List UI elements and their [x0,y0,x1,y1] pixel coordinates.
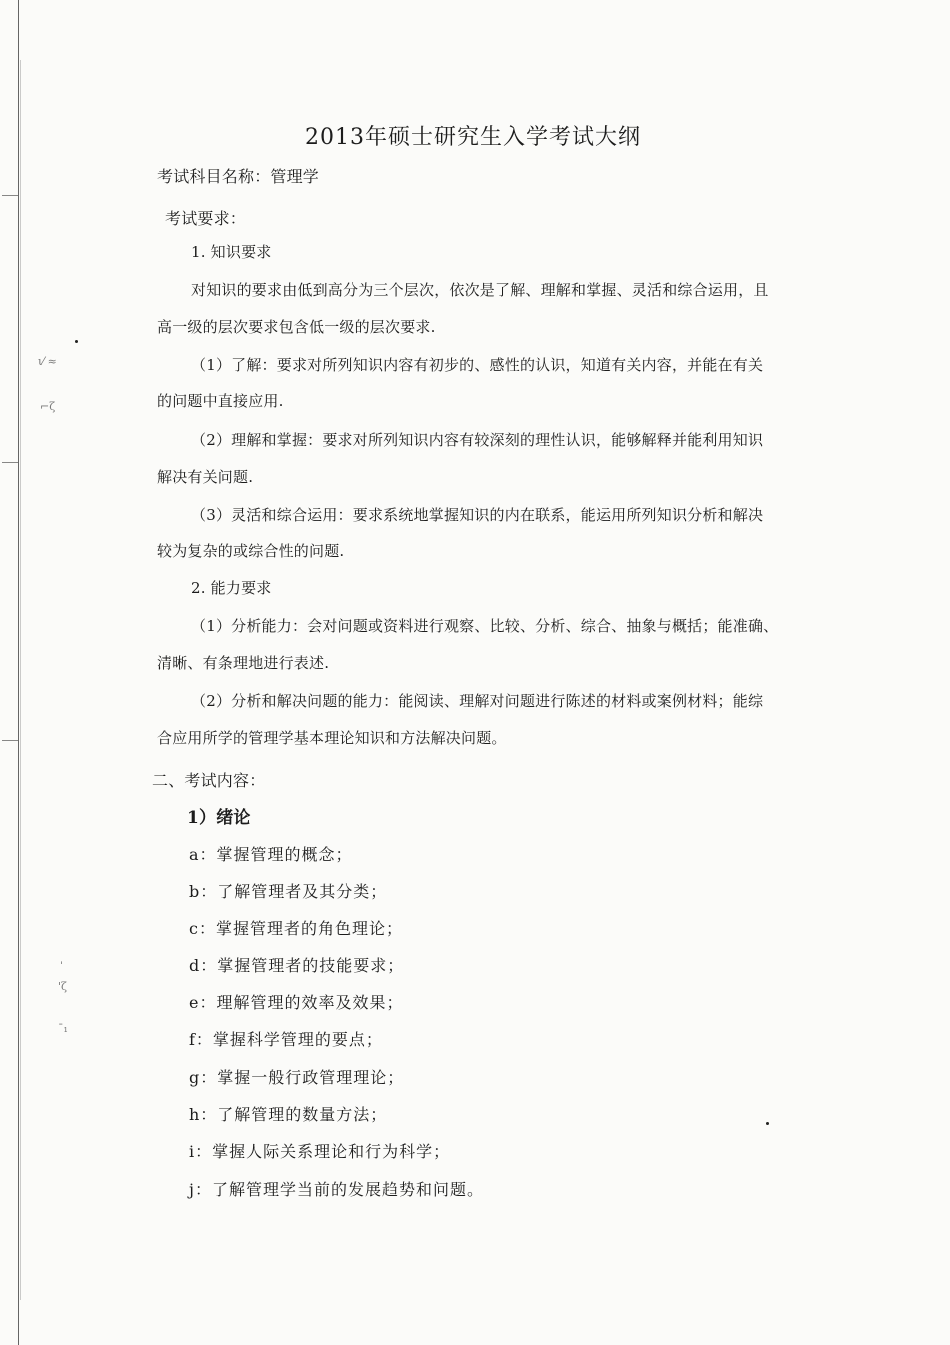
list-item: d：掌握管理者的技能要求； [189,956,405,975]
ability-heading: 2. 能力要求 [191,579,272,597]
scan-tick [2,462,18,463]
list-item: c：掌握管理者的角色理论； [189,919,403,938]
paragraph-line: （1）了解：要求对所列知识内容有初步的、感性的认识，知道有关内容，并能在有关 [191,356,764,374]
subject-line: 考试科目名称：管理学 [157,167,320,186]
list-item: e：理解管理的效率及效果； [189,993,404,1012]
paragraph-line: （2）分析和解决问题的能力：能阅读、理解对问题进行陈述的材料或案例材料；能综 [191,692,764,710]
margin-scribble: ι⁄ ≈ [38,355,57,368]
list-item: f：掌握科学管理的要点； [189,1030,383,1049]
scan-tick [2,740,18,741]
list-item: i：掌握人际关系理论和行为科学； [189,1142,451,1161]
list-item: b：了解管理者及其分类； [189,882,388,901]
section-heading: 1）绪论 [187,808,251,828]
margin-scribble: ˉ₁ [58,1022,68,1035]
paragraph-line: 对知识的要求由低到高分为三个层次，依次是了解、理解和掌握、灵活和综合运用，且 [191,281,769,299]
scan-edge-line [18,0,19,1345]
content-heading: 二、考试内容： [152,771,266,790]
paragraph-line: 清晰、有条理地进行表述. [157,654,330,672]
margin-scribble: ˈ [60,960,64,973]
scan-tick [2,195,18,196]
margin-scribble: ⌐ζ [40,400,56,413]
paragraph-line: （2）理解和掌握：要求对所列知识内容有较深刻的理性认识，能够解释并能利用知识 [191,431,764,449]
list-item: a：掌握管理的概念； [189,845,353,864]
list-item: h：了解管理的数量方法； [189,1105,388,1124]
paragraph-line: （3）灵活和综合运用：要求系统地掌握知识的内在联系，能运用所列知识分析和解决 [191,506,764,524]
paragraph-line: 解决有关问题. [157,468,254,486]
list-item: j：了解管理学当前的发展趋势和问题。 [189,1180,484,1199]
scan-dot [766,1122,769,1125]
paragraph-line: 合应用所学的管理学基本理论知识和方法解决问题。 [157,729,507,747]
scan-dot [75,340,78,343]
requirements-heading: 考试要求： [165,209,247,228]
paragraph-line: 的问题中直接应用. [157,392,284,410]
page-title: 2013年硕士研究生入学考试大纲 [305,125,641,150]
list-item: g：掌握一般行政管理理论； [189,1068,405,1087]
paragraph-line: 较为复杂的或综合性的问题. [157,542,345,560]
paragraph-line: （1）分析能力：会对问题或资料进行观察、比较、分析、综合、抽象与概括；能准确、 [191,617,779,635]
paragraph-line: 高一级的层次要求包含低一级的层次要求. [157,318,436,336]
margin-scribble: 'ζ [58,980,67,993]
knowledge-heading: 1. 知识要求 [191,243,272,261]
scan-edge-line-inner [20,60,21,1300]
